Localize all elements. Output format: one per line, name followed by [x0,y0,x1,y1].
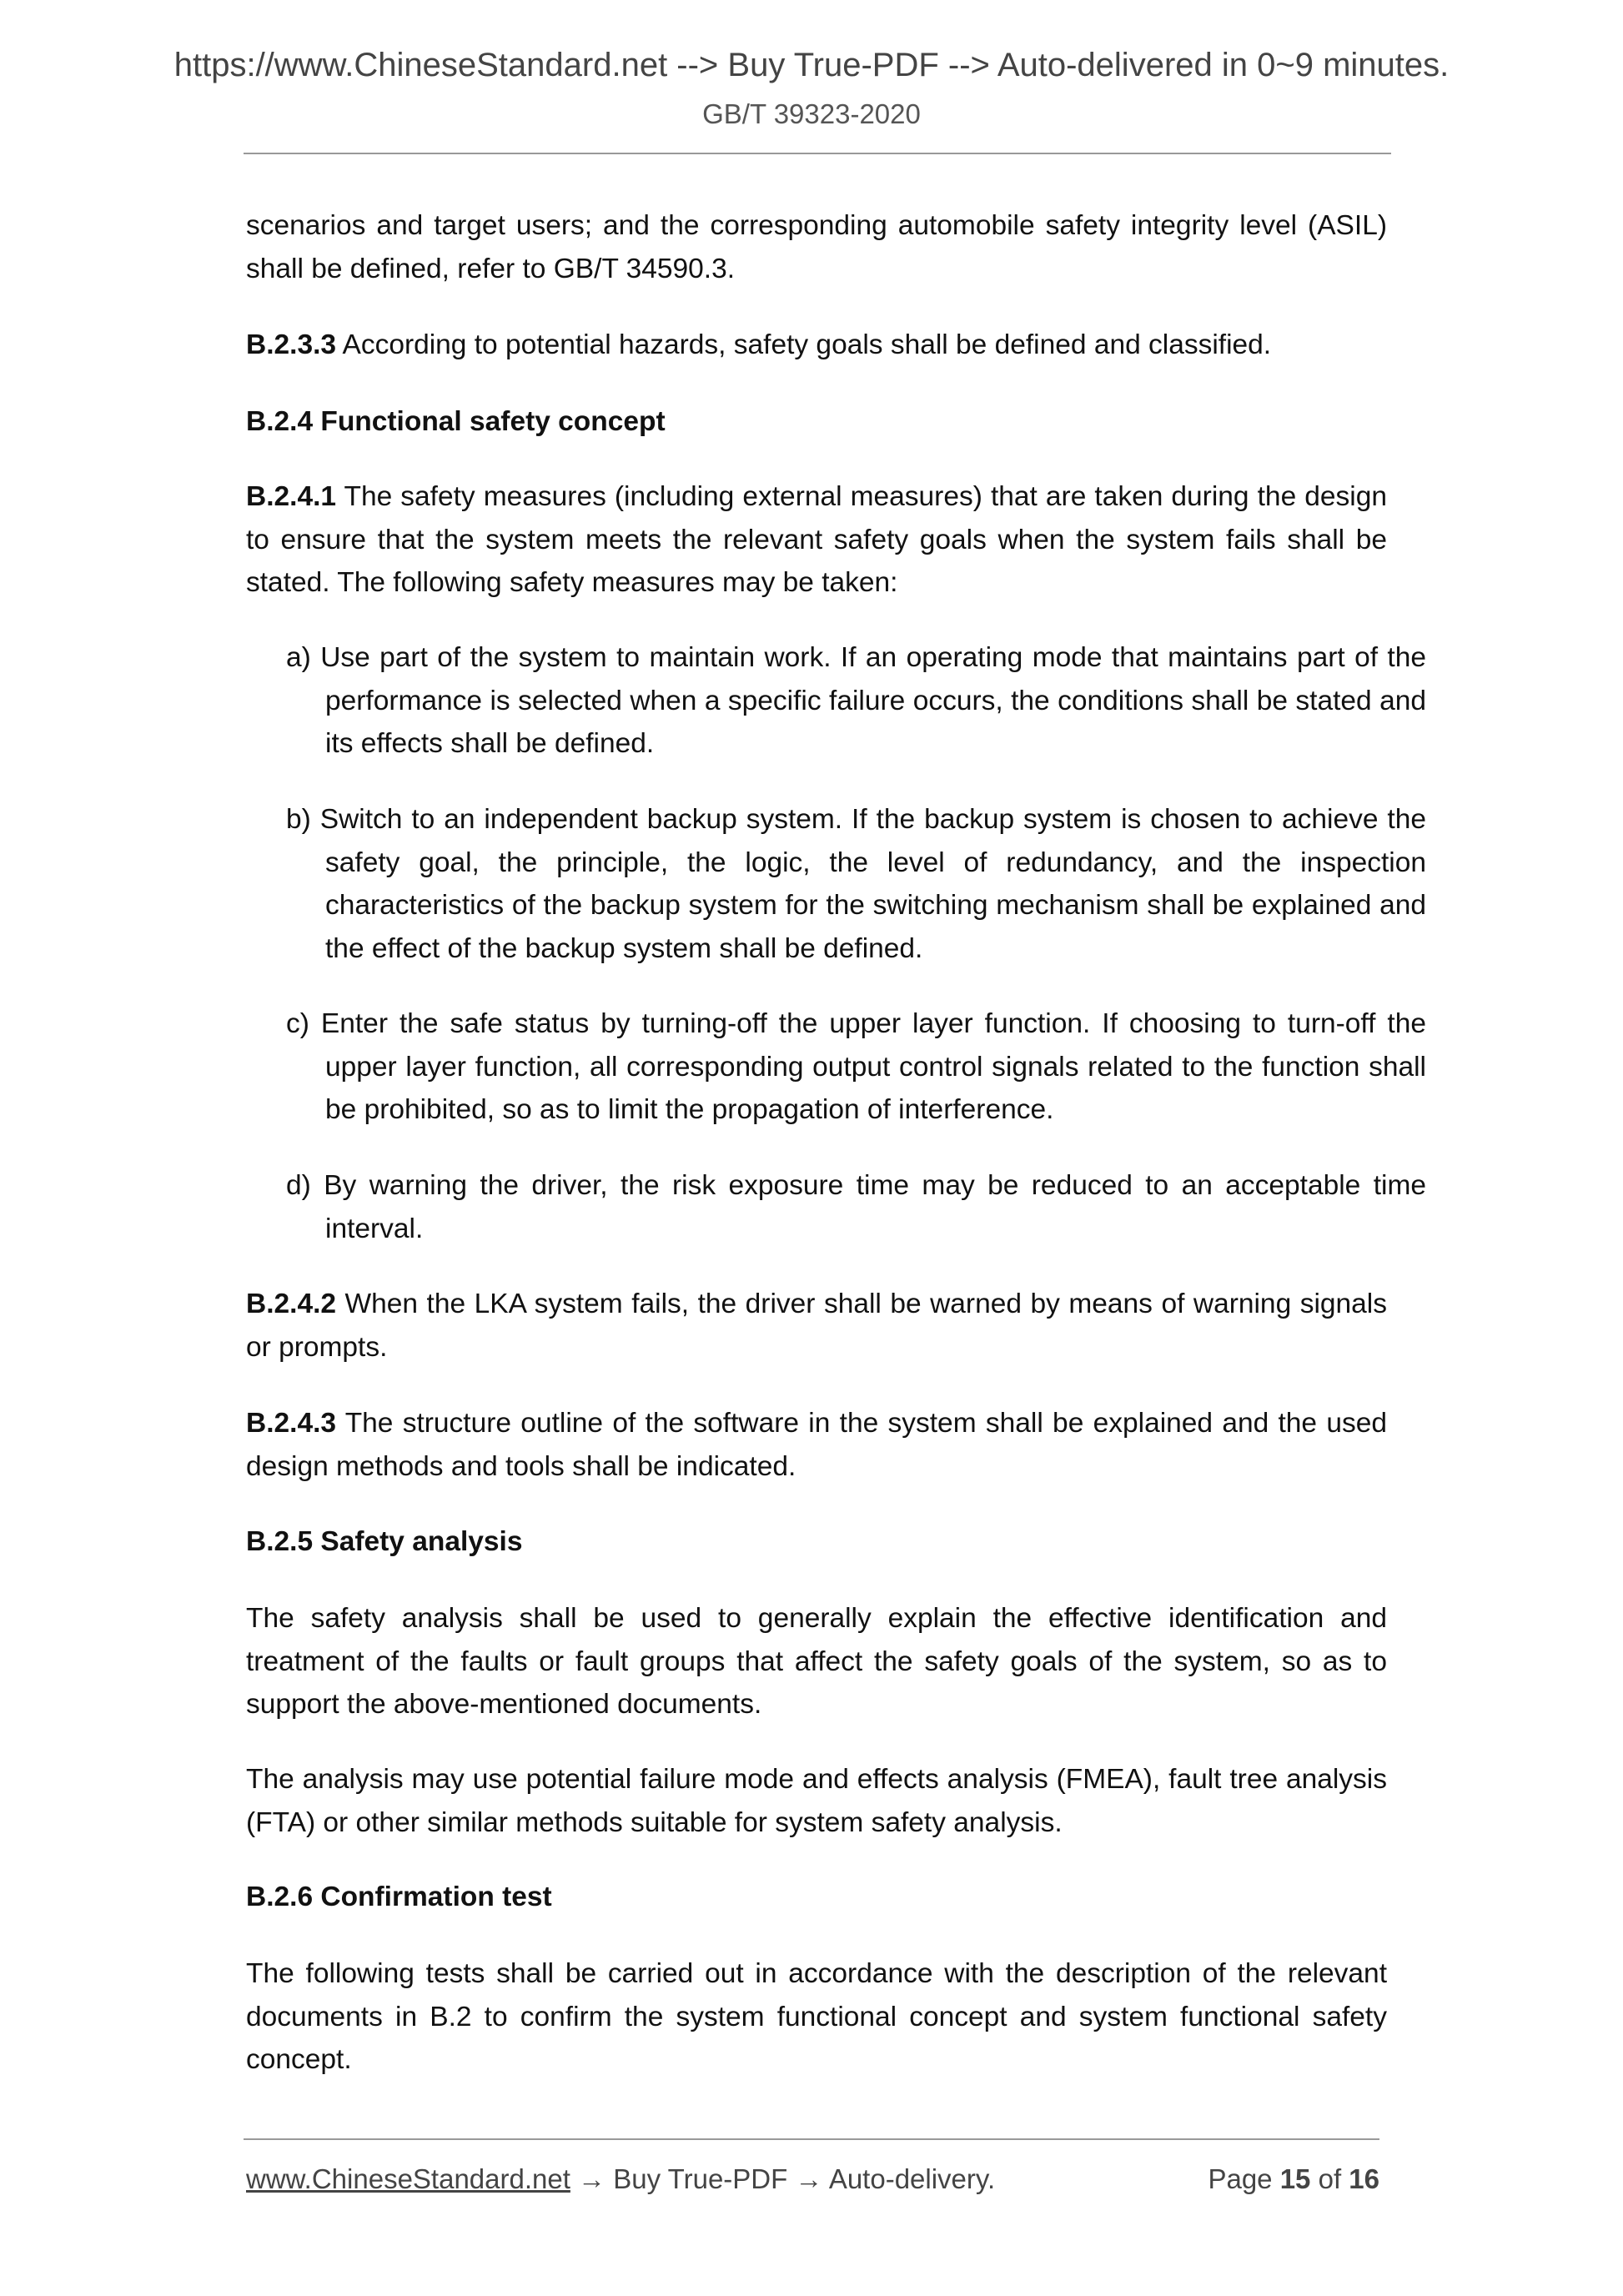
clause-text: The structure outline of the software in the system shall be explained and the used design methods and tools shall be indicated. [246,1408,1387,1482]
list-item-d: d) By warning the driver, the risk exposure time may be reduced to an acceptable time interval. [286,1170,1426,1244]
header-banner: https://www.ChineseStandard.net --> Buy True-PDF --> Auto-delivered in 0~9 minutes. [173,47,1450,83]
page-of: of [1310,2163,1349,2194]
clause-number: B.2.3.3 [246,329,337,360]
website-link[interactable]: www.ChineseStandard.net [246,2163,570,2194]
page-label: Page [1208,2163,1280,2194]
footer-divider [244,2138,1379,2140]
page-total: 16 [1349,2163,1379,2194]
paragraph: The safety analysis shall be used to generally explain the effective identification and treatment of the faults or fault groups that affect the safety goals of the system, so as to support the above-mentioned documents. [246,1603,1387,1721]
page-number: 15 [1279,2163,1311,2194]
section-heading [246,400,1387,444]
list-item-b: b) Switch to an independent backup system. If the backup system is chosen to achieve the safety goal, the principle, the logic, the level of redundancy, and the inspection characteristics of the backup system for the switching mechanism shall be explained and the effect of the backup system shall be defined. [286,804,1426,965]
clause-b233 [246,324,1387,367]
document-id: GB/T 39323-2020 [702,98,921,129]
heading-text: B.2.6 Confirmation test [246,1882,552,1912]
section-heading [246,1520,1387,1564]
clause-b242 [246,1283,1387,1369]
clause-text: According to potential hazards, safety goals shall be defined and classified. [336,329,1272,360]
clause-text: When the LKA system fails, the driver shall be warned by means of warning signals or prompts. [246,1289,1387,1363]
paragraph: The following tests shall be carried out in accordance with the description of the relevant documents in B.2 to confirm the system functional concept and system functional safety concept. [246,1958,1387,2076]
list-item-c: c) Enter the safe status by turning-off the upper layer function. If choosing to turn-off the upper layer function, all corresponding output control signals related to the function shall be prohibited, so as to limit the propagation of interference. [286,1008,1426,1126]
clause-text: The safety measures (including external measures) that are taken during the design to ensure that the system meets the relevant safety goals when the system fails shall be stated. The following safety measures may be taken: [246,481,1387,599]
page-indicator [1208,2163,1379,2195]
clause-number: B.2.4.3 [246,1408,337,1439]
heading-text: B.2.5 Safety analysis [246,1526,523,1557]
clause-b241 [246,475,1387,605]
footer-text: → Buy True-PDF → Auto-delivery. [570,2163,996,2194]
section-heading [246,1876,1387,1919]
list-item-a: a) Use part of the system to maintain work. If an operating mode that maintains part of the performance is selected when a specific failure occurs, the conditions shall be stated and its effects shall be defined. [286,642,1426,760]
heading-text: B.2.4 Functional safety concept [246,406,666,437]
header-divider [244,153,1391,154]
footer [246,2163,1379,2195]
paragraph: scenarios and target users; and the corresponding automobile safety integrity level (ASIL) shall be defined, refer to GB/T 34590.3. [246,210,1387,284]
clause-b243 [246,1402,1387,1488]
paragraph: The analysis may use potential failure mode and effects analysis (FMEA), fault tree analysis (FTA) or other similar methods suitable for system safety analysis. [246,1764,1387,1838]
clause-number: B.2.4.1 [246,481,337,512]
clause-number: B.2.4.2 [246,1289,337,1319]
